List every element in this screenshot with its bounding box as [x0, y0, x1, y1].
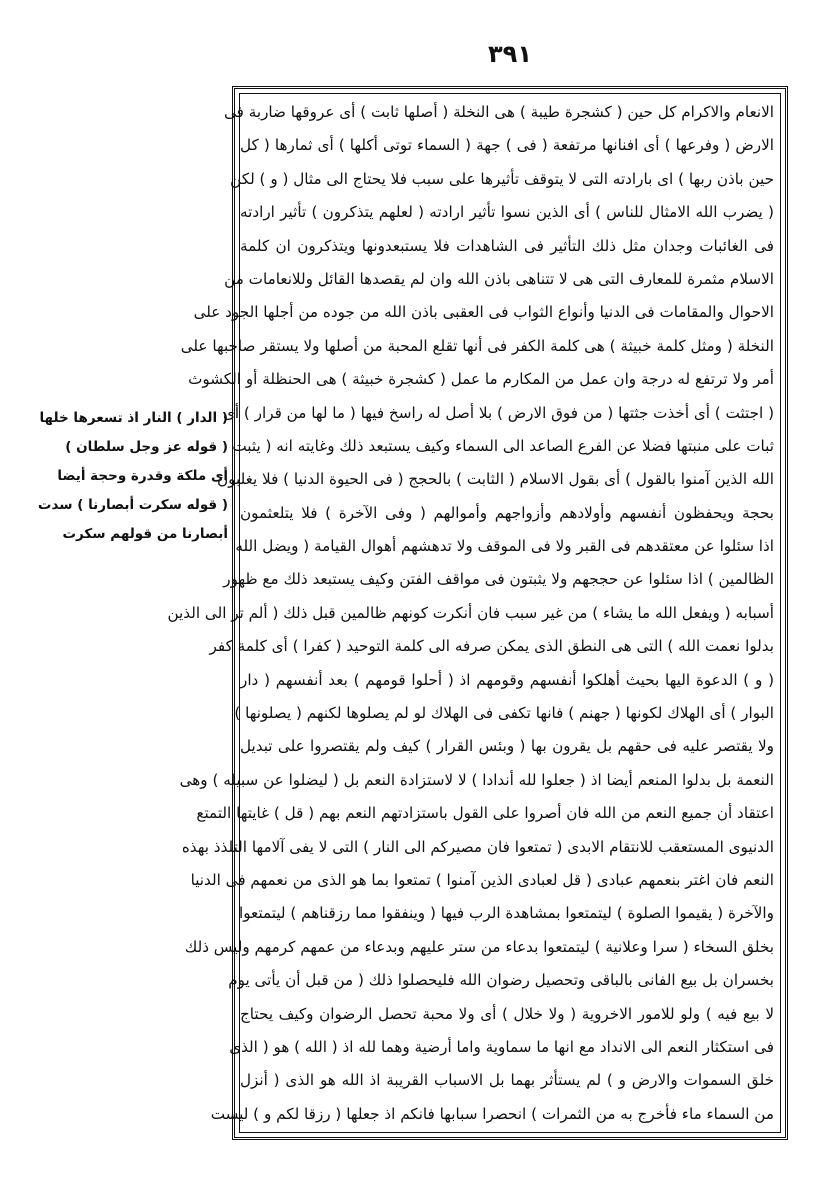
text-line: فى استكثار النعم الى الانداد مع انها ما سماوية واما أرضية وهما لله اذ ( الله ) هو ( الذى — [229, 1037, 774, 1056]
text-line: ولا يقتصر عليه فى حقهم بل يقرون بها ( وبئس القرار ) كيف ولم يقتصروا على تبديل — [240, 737, 774, 756]
text-line: الظالمين ) اذا سئلوا عن حججهم ولا يثبتون فى مواقف الفتن وكيف يستبعد ذلك مع ظهور — [223, 570, 774, 589]
text-line: النعم فان اغتر بنعمهم عبادى ( قل لعبادى الذين آمنوا ) تمتعوا بما هو الذى من نعمهم فى الدنيا — [190, 870, 774, 889]
text-line: اعتقاد أن جميع النعم من الله فان أصروا على القول باستزادتهم النعم بهم ( قل ) غايتها التمتع — [196, 804, 774, 823]
margin-line: أبصارنا من قولهم سكرت — [62, 526, 228, 542]
text-line: حين باذن ربها ) اى بارادته التى لا يتوقف تأثيرها على سبب فلا يحتاج الى مثال ( و ) لكن — [230, 169, 774, 188]
text-line: الله الذين آمنوا بالقول ) أى بقول الاسلام ( الثابت ) بالحجج ( فى الحيوة الدنيا ) فلا يغلبون — [217, 470, 774, 489]
text-line: اذا سئلوا عن معتقدهم فى القبر ولا فى الموقف ولا تدهشهم أهوال القيامة ( ويضل الله — [235, 537, 774, 556]
text-line: أمر ولا ترتفع له درجة وان عمل من المكارم ما عمل ( كشجرة خبيثة ) هى الحنظلة أو الكشوث — [188, 370, 774, 389]
text-line: بحجة ويحفظون أنفسهم وأولادهم وأزواجهم وأموالهم ( وفى الآخرة ) فلا يتلعثمون — [240, 503, 774, 522]
main-text-block — [167, 96, 774, 1128]
text-line: الاسلام مثمرة للمعارف التى هى لا تتناهى باذن الله وان لم يقصدها القائل وللانعامات من — [224, 269, 774, 288]
margin-line: ( قوله عز وجل سلطان ) — [65, 439, 228, 455]
text-line: ( اجتثت ) أى أخذت جثتها ( من فوق الارض ) بلا أصل له راسخ فيها ( ما لها من قرار ) أى — [222, 403, 774, 422]
text-line: والآخرة ( يقيموا الصلوة ) ليتمتعوا بمشاهدة الرب فيها ( وينفقوا مما رزقناهم ) ليتمتعوا — [238, 904, 774, 923]
page-number: ٣٩١ — [488, 40, 532, 68]
text-line: البوار ) أى الهلاك لكونها ( جهنم ) فانها تكفى فى الهلاك لو لم يصلوها لكنهم ( يصلونها ) — [234, 704, 774, 723]
text-line: ( و ) الدعوة اليها بحيث أهلكوا أنفسهم وقومهم اذ ( أحلوا قومهم ) بعد أنفسهم ( دار — [240, 670, 774, 689]
text-line: خلق السموات والارض و ) لم يستأثر بهما بل الاسباب القريبة اذ الله هو الذى ( أنزل — [240, 1071, 774, 1090]
text-line: بخسران بل بيع الفانى بالباقى وتحصيل رضوان الله فليحصلوا ذلك ( من قبل أن يأتى يوم — [228, 971, 774, 990]
text-line: الدنيوى المستعقب للانتقام الابدى ( تمتعوا فان مصيركم الى النار ) التى لا يفى آلامها التلذذ بهذه — [181, 837, 774, 856]
text-line: ثبات على منبتها فضلا عن الفرع الصاعد الى السماء وكيف يستبعد ذلك وغايته انه ( يثبت — [232, 436, 774, 455]
text-line: بدلوا نعمت الله ) التى هى النطق الذى يمكن صرفه الى كلمة التوحيد ( كفرا ) أى كلمة كفر — [209, 637, 774, 656]
text-line: لا بيع فيه ) ولو للامور الاخروية ( ولا خلال ) أى ولا محبة تحصل الرضوان وكيف يحتاج — [240, 1004, 774, 1023]
text-line: النخلة ( ومثل كلمة خبيثة ) هى كلمة الكفر فى أنها تقلع المحبة من أصلها ولا يستقر صاحبها على — [180, 336, 774, 355]
text-line: الارض ( وفرعها ) أى افنانها مرتفعة ( فى ) جهة ( السماء توتى أكلها ) أى ثمارها ( كل — [240, 136, 774, 155]
text-line: الانعام والاكرام كل حين ( كشجرة طيبة ) هى النخلة ( أصلها ثابت ) أى عروقها ضاربة فى — [223, 103, 774, 121]
text-line: فى الغائبات وجدان مثل ذلك التأثير فى الشاهدات فلا يستبعدونها ويتذكرون ان كلمة — [240, 236, 774, 255]
margin-line: ( الدار ) النار اذ تسعرها خلها — [39, 410, 228, 426]
text-line: ( يضرب الله الامثال للناس ) أى الذين نسوا تأثير ارادته ( لعلهم يتذكرون ) تأثير ارادته — [240, 203, 774, 222]
text-line: من السماء ماء فأخرج به من الثمرات ) انحصرا سبابها فانكم اذ جعلها ( رزقا لكم و ) ليست — [210, 1104, 774, 1123]
text-line: بخلق السخاء ( سرا وعلانية ) ليتمتعوا بدعاء من ستر عليهم وبدعاء من عمهم كرمهم وليس ذلك — [184, 937, 774, 956]
margin-line: أى ملكة وقدرة وحجة أيضا — [57, 468, 228, 484]
text-line: النعمة بل بدلوا المنعم أيضا اذ ( جعلوا لله أندادا ) لا لاستزادة النعم بل ( ليضلوا عن سبيله ) وهى — [179, 770, 774, 789]
text-line: الاحوال والمقامات فى الدنيا وأنواع الثواب فى العقبى باذن الله من جوده من أجلها الجود على — [193, 303, 774, 322]
text-line: أسبابه ( ويفعل الله ما يشاء ) من غير سبب فان أنكرت كونهم ظالمين قبل ذلك ( ألم تر الى الذين — [167, 603, 774, 622]
margin-gloss — [6, 404, 228, 549]
margin-line: ( قوله سكرت أبصارنا ) سدت — [37, 497, 228, 513]
